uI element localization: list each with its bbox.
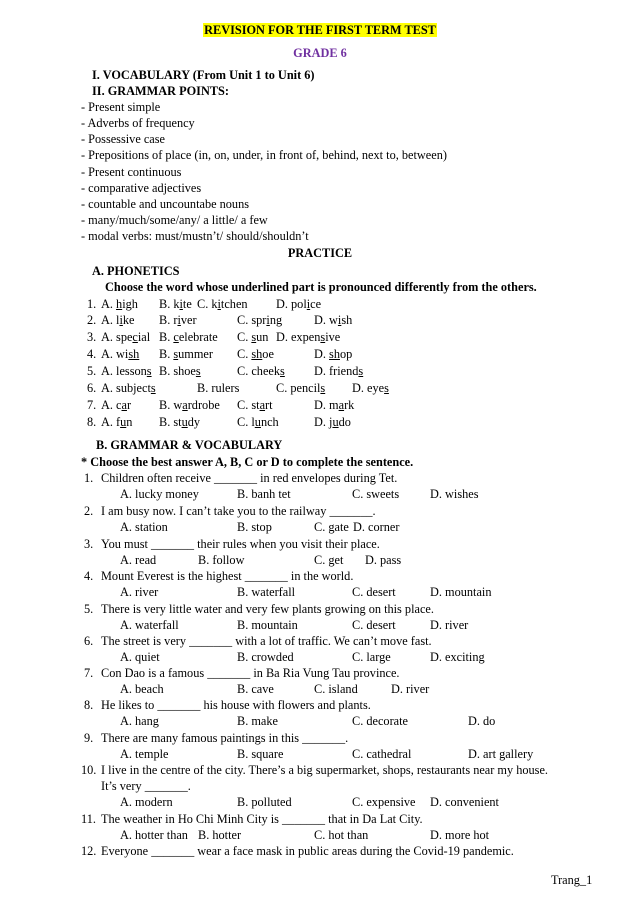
answer-option[interactable]: D. corner	[353, 520, 400, 534]
phonetics-option[interactable]	[159, 398, 220, 413]
option-text: D. m	[314, 398, 339, 412]
phonetics-option[interactable]	[237, 398, 273, 413]
grammar-point-item: - Present simple	[81, 100, 161, 114]
option-text: ce	[310, 297, 322, 311]
answer-option[interactable]: C. island	[314, 682, 358, 696]
answer-option[interactable]: D. more hot	[430, 828, 490, 842]
answer-option[interactable]: B. polluted	[237, 795, 292, 809]
underlined-part: i	[337, 313, 342, 327]
answer-option[interactable]: B. waterfall	[237, 585, 296, 599]
answer-option[interactable]: A. quiet	[120, 650, 160, 664]
option-text: nch	[260, 415, 279, 429]
answer-option[interactable]: A. lucky money	[120, 487, 199, 501]
option-text: dy	[187, 415, 201, 429]
option-text: B. w	[159, 398, 183, 412]
answer-option[interactable]: D. do	[468, 714, 496, 728]
underlined-part: s	[320, 330, 326, 344]
answer-option[interactable]: D. mountain	[430, 585, 492, 599]
underlined-part: c	[173, 330, 179, 344]
option-text: C.	[237, 330, 252, 344]
answer-option[interactable]: C. expensive	[352, 795, 416, 809]
answer-option[interactable]: D. pass	[365, 553, 402, 567]
phonetics-heading: A. PHONETICS	[92, 264, 180, 278]
underlined-part: c	[132, 330, 138, 344]
question-text: Everyone _______ wear a face mask in public areas during the Covid-19 pandemic.	[101, 844, 514, 858]
practice-heading: PRACTICE	[287, 246, 353, 260]
option-text: ver	[180, 313, 197, 327]
option-text: rk	[344, 398, 355, 412]
answer-option[interactable]: B. mountain	[237, 618, 298, 632]
option-text: C.	[237, 347, 252, 361]
option-text: D. w	[314, 313, 338, 327]
grammar-heading: B. GRAMMAR & VOCABULARY	[96, 438, 283, 452]
phonetics-option[interactable]	[314, 364, 363, 379]
question-text: He likes to _______ his house with flowers and plants.	[101, 698, 371, 712]
grammar-point-item: - Adverbs of frequency	[81, 116, 195, 130]
page-number: Trang_1	[551, 873, 593, 887]
phonetics-option[interactable]	[237, 330, 268, 345]
grammar-point-item: - countable and uncountabe nouns	[81, 197, 250, 211]
underlined-part: u	[120, 415, 127, 429]
phonetics-option[interactable]	[276, 381, 325, 396]
option-text: B. rulers	[197, 381, 240, 395]
answer-option[interactable]: B. hotter	[198, 828, 242, 842]
answer-option[interactable]: A. temple	[120, 747, 169, 761]
answer-option[interactable]: C. desert	[352, 585, 396, 599]
phonetics-instruction: Choose the word whose underlined part is pronounced differently from the others.	[105, 280, 537, 294]
underlined-part: sh	[329, 347, 340, 361]
question-text: You must _______ their rules when you visit their place.	[101, 537, 380, 551]
phonetics-option[interactable]	[276, 330, 340, 345]
phonetics-option[interactable]	[101, 313, 134, 328]
phonetics-option[interactable]	[237, 415, 279, 430]
option-text: ke	[122, 313, 135, 327]
underlined-part: s	[251, 330, 257, 344]
underlined-part: sh	[128, 347, 140, 361]
option-text: D.	[314, 347, 330, 361]
phonetics-option[interactable]	[159, 313, 197, 328]
option-text: D. j	[314, 415, 333, 429]
option-text: A. f	[101, 415, 121, 429]
phonetics-option[interactable]	[314, 415, 351, 430]
answer-option[interactable]: C. desert	[352, 618, 396, 632]
grammar-point-item: - many/much/some/any/ a little/ a few	[81, 213, 268, 227]
answer-option[interactable]: C. gate	[314, 520, 349, 534]
grammar-point-item: - comparative adjectives	[81, 181, 202, 195]
option-text: B. st	[159, 415, 182, 429]
phonetics-option[interactable]	[314, 347, 352, 362]
answer-option[interactable]: A. beach	[120, 682, 164, 696]
phonetics-option[interactable]	[237, 364, 285, 379]
phonetics-option[interactable]	[352, 381, 389, 396]
grammar-point-item: - Prepositions of place (in, on, under, in front of, behind, next to, between)	[81, 148, 447, 162]
option-text: A. spe	[101, 330, 133, 344]
answer-option[interactable]: D. wishes	[430, 487, 479, 501]
underlined-part: i	[179, 297, 183, 311]
answer-option[interactable]: A. river	[120, 585, 159, 599]
underlined-part: a	[121, 398, 127, 412]
option-text: A. c	[101, 398, 122, 412]
option-text: rt	[265, 398, 273, 412]
underlined-part: s	[173, 347, 179, 361]
phonetics-option[interactable]	[197, 297, 248, 312]
phonetics-option[interactable]	[101, 381, 156, 396]
underlined-part: i	[119, 313, 123, 327]
underlined-part: s	[358, 364, 364, 378]
option-text: D. friend	[314, 364, 359, 378]
phonetics-number: 4.	[87, 347, 97, 361]
option-text: oe	[262, 347, 274, 361]
underlined-part: h	[116, 297, 123, 311]
option-text: A.	[101, 297, 117, 311]
answer-option[interactable]: A. hang	[120, 714, 159, 728]
question-number: 1.	[84, 471, 94, 485]
option-text: A. wi	[101, 347, 129, 361]
option-text: B.	[159, 347, 174, 361]
option-text: tchen	[220, 297, 248, 311]
phonetics-option[interactable]	[101, 347, 139, 362]
answer-option[interactable]: A. waterfall	[120, 618, 179, 632]
question-number: 10.	[81, 763, 97, 777]
option-text: C. st	[237, 398, 260, 412]
answer-option[interactable]: B. follow	[198, 553, 245, 567]
question-number: 8.	[84, 698, 94, 712]
question-number: 12.	[81, 844, 97, 858]
answer-option[interactable]: B. cave	[237, 682, 274, 696]
option-text: elebrate	[178, 330, 218, 344]
answer-option[interactable]: D. river	[391, 682, 430, 696]
underlined-part: s	[280, 364, 285, 378]
question-text-continued: It’s very _______.	[101, 779, 191, 793]
answer-option[interactable]: A. station	[120, 520, 168, 534]
answer-option[interactable]: C. get	[314, 553, 344, 567]
question-text: I live in the centre of the city. There’s a big supermarket, shops, restaurants near my house.	[101, 763, 548, 777]
option-text: rdrobe	[187, 398, 220, 412]
question-number: 6.	[84, 634, 94, 648]
option-text: C. spr	[237, 313, 267, 327]
phonetics-option[interactable]	[237, 347, 274, 362]
answer-option[interactable]: D. river	[430, 618, 469, 632]
option-text: ng	[269, 313, 283, 327]
phonetics-option[interactable]	[101, 415, 132, 430]
question-text: The street is very _______ with a lot of traffic. We can’t move fast.	[101, 634, 432, 648]
phonetics-number: 1.	[87, 297, 97, 311]
answer-option[interactable]: C. large	[352, 650, 391, 664]
option-text: C. pencil	[276, 381, 321, 395]
option-text: r	[126, 398, 132, 412]
question-number: 11.	[81, 812, 96, 826]
option-text: ial	[137, 330, 151, 344]
underlined-part: s	[146, 364, 152, 378]
option-text: op	[339, 347, 353, 361]
answer-option[interactable]: B. crowded	[237, 650, 294, 664]
phonetics-option[interactable]	[159, 347, 213, 362]
option-text: D. eye	[352, 381, 385, 395]
option-text: A. l	[101, 313, 120, 327]
phonetics-number: 7.	[87, 398, 97, 412]
answer-option[interactable]: C. decorate	[352, 714, 408, 728]
phonetics-number: 2.	[87, 313, 97, 327]
option-text: te	[182, 297, 192, 311]
grade-label: GRADE 6	[293, 46, 347, 60]
phonetics-option[interactable]	[159, 330, 218, 345]
question-text: The weather in Ho Chi Minh City is _______ that in Da Lat City.	[101, 812, 423, 826]
answer-option[interactable]: B. stop	[237, 520, 272, 534]
option-text: B.	[159, 330, 174, 344]
option-text: sh	[341, 313, 353, 327]
option-text: C. cheek	[237, 364, 281, 378]
option-text: ummer	[178, 347, 213, 361]
question-number: 4.	[84, 569, 94, 583]
underlined-part: s	[195, 364, 201, 378]
phonetics-option[interactable]	[101, 330, 150, 345]
phonetics-option[interactable]	[276, 297, 321, 312]
phonetics-option[interactable]	[237, 313, 282, 328]
question-number: 9.	[84, 731, 94, 745]
option-text: A. lesson	[101, 364, 147, 378]
underlined-part: a	[259, 398, 266, 412]
underlined-part: s	[384, 381, 389, 395]
option-text: n	[126, 415, 133, 429]
underlined-part: u	[254, 415, 261, 429]
question-number: 7.	[84, 666, 94, 680]
underlined-part: i	[266, 313, 270, 327]
question-number: 3.	[84, 537, 94, 551]
underlined-part: u	[181, 415, 188, 429]
option-text: D. pol	[276, 297, 307, 311]
option-text: un	[256, 330, 269, 344]
option-text: do	[338, 415, 351, 429]
underlined-part: i	[177, 313, 181, 327]
section-grammar-points: II. GRAMMAR POINTS:	[92, 84, 229, 98]
phonetics-option[interactable]	[101, 364, 152, 379]
option-text: B. shoe	[159, 364, 196, 378]
option-text: ive	[325, 330, 341, 344]
grammar-point-item: - modal verbs: must/mustn’t/ should/shouldn’t	[81, 229, 309, 243]
option-text: A. subject	[101, 381, 151, 395]
answer-option[interactable]: A. hotter than	[120, 828, 188, 842]
question-text: Children often receive _______ in red envelopes during Tet.	[101, 471, 398, 485]
phonetics-option[interactable]	[314, 398, 354, 413]
answer-option[interactable]: B. make	[237, 714, 278, 728]
phonetics-option[interactable]	[159, 297, 192, 312]
phonetics-option[interactable]	[314, 313, 352, 328]
question-number: 2.	[84, 504, 94, 518]
page-title: REVISION FOR THE FIRST TERM TEST	[204, 23, 436, 37]
answer-option[interactable]: D. exciting	[430, 650, 485, 664]
underlined-part: s	[320, 381, 326, 395]
phonetics-number: 3.	[87, 330, 97, 344]
answer-option[interactable]: C. hot than	[314, 828, 369, 842]
question-text: There are many famous paintings in this _______.	[101, 731, 349, 745]
question-text: I am busy now. I can’t take you to the railway _______.	[101, 504, 376, 518]
answer-option[interactable]: D. convenient	[430, 795, 499, 809]
phonetics-option[interactable]	[197, 381, 239, 396]
option-text: B. r	[159, 313, 178, 327]
question-text: There is very little water and very few plants growing on this place.	[101, 602, 434, 616]
grammar-point-item: - Possessive case	[81, 132, 166, 146]
question-text: Mount Everest is the highest _______ in the world.	[101, 569, 354, 583]
phonetics-number: 6.	[87, 381, 97, 395]
answer-option[interactable]: B. square	[237, 747, 284, 761]
phonetics-option[interactable]	[101, 398, 131, 413]
underlined-part: sh	[251, 347, 263, 361]
phonetics-option[interactable]	[101, 297, 138, 312]
phonetics-number: 8.	[87, 415, 97, 429]
phonetics-option[interactable]	[159, 364, 201, 379]
question-number: 5.	[84, 602, 94, 616]
grammar-point-item: - Present continuous	[81, 165, 182, 179]
section-vocabulary: I. VOCABULARY (From Unit 1 to Unit 6)	[92, 68, 315, 82]
underlined-part: s	[150, 381, 156, 395]
underlined-part: u	[332, 415, 339, 429]
question-text: Con Dao is a famous _______ in Ba Ria Vung Tau province.	[101, 666, 400, 680]
option-text: C. k	[197, 297, 218, 311]
phonetics-number: 5.	[87, 364, 97, 378]
answer-option[interactable]: A. modern	[120, 795, 173, 809]
option-text: D. expen	[276, 330, 321, 344]
grammar-instruction: * Choose the best answer A, B, C or D to complete the sentence.	[81, 455, 414, 469]
underlined-part: i	[217, 297, 221, 311]
option-text: C. l	[237, 415, 255, 429]
answer-option[interactable]: A. read	[120, 553, 157, 567]
option-text: B. k	[159, 297, 180, 311]
phonetics-option[interactable]	[159, 415, 200, 430]
option-text: igh	[122, 297, 138, 311]
answer-option[interactable]: C. cathedral	[352, 747, 412, 761]
underlined-part: a	[338, 398, 345, 412]
answer-option[interactable]: C. sweets	[352, 487, 400, 501]
underlined-part: i	[306, 297, 311, 311]
underlined-part: a	[182, 398, 188, 412]
answer-option[interactable]: D. art gallery	[468, 747, 534, 761]
answer-option[interactable]: B. banh tet	[237, 487, 291, 501]
